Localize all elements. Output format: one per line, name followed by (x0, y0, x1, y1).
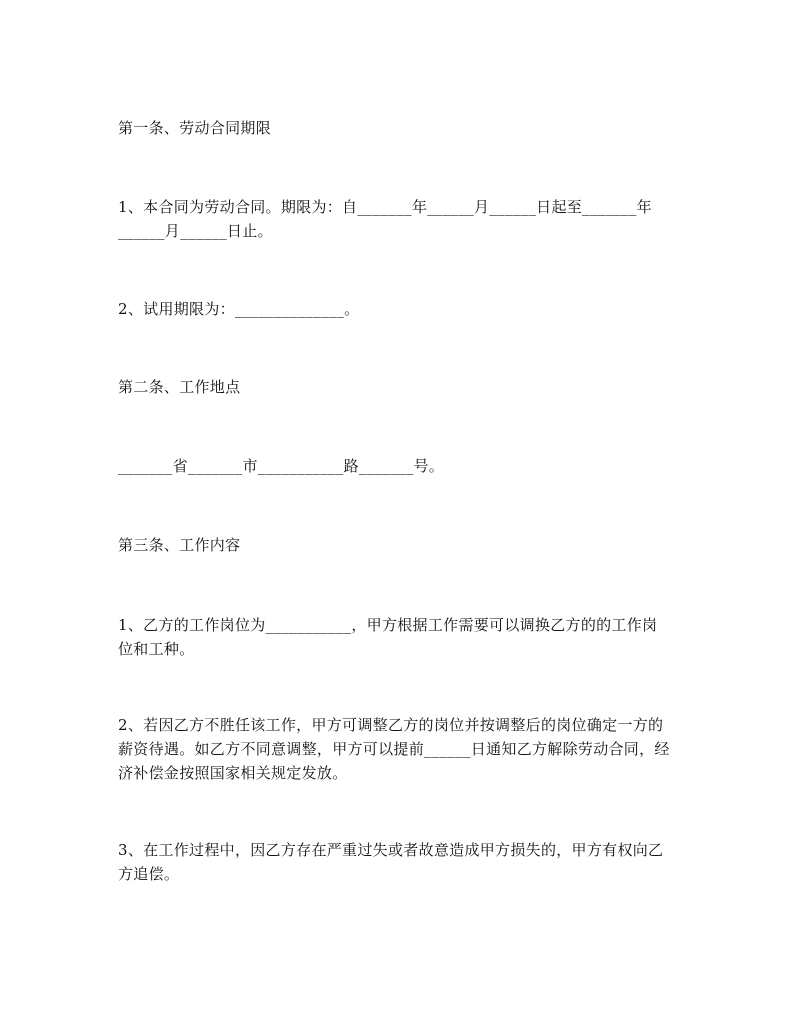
article-2-address-line: _______省_______市___________路_______号。 (118, 457, 445, 475)
article-3-heading: 第三条、工作内容 (118, 536, 241, 554)
article-1-clause-2: 2、试用期限为：______________。 (118, 300, 360, 318)
article-3-clause-2: 2、若因乙方不胜任该工作，甲方可调整乙方的岗位并按调整后的岗位确定一方的 薪资待遇。如乙方不同意调整，甲方可以提前______日通知乙方解除劳动合同，经 济补偿金按照国家相关规定发放。 (118, 716, 670, 782)
article-2-heading: 第二条、工作地点 (118, 378, 241, 396)
article-3-clause-1: 1、乙方的工作岗位为___________，甲方根据工作需要可以调换乙方的的工作岗 位和工种。 (118, 616, 658, 658)
article-1-clause-1: 1、本合同为劳动合同。期限为：自_______年______月______日起至_______年 ______月______日止。 (118, 198, 652, 240)
article-3-clause-3: 3、在工作过程中，因乙方存在严重过失或者故意造成甲方损失的，甲方有权向乙 方追偿。 (118, 841, 664, 883)
article-1-heading: 第一条、劳动合同期限 (118, 119, 272, 137)
